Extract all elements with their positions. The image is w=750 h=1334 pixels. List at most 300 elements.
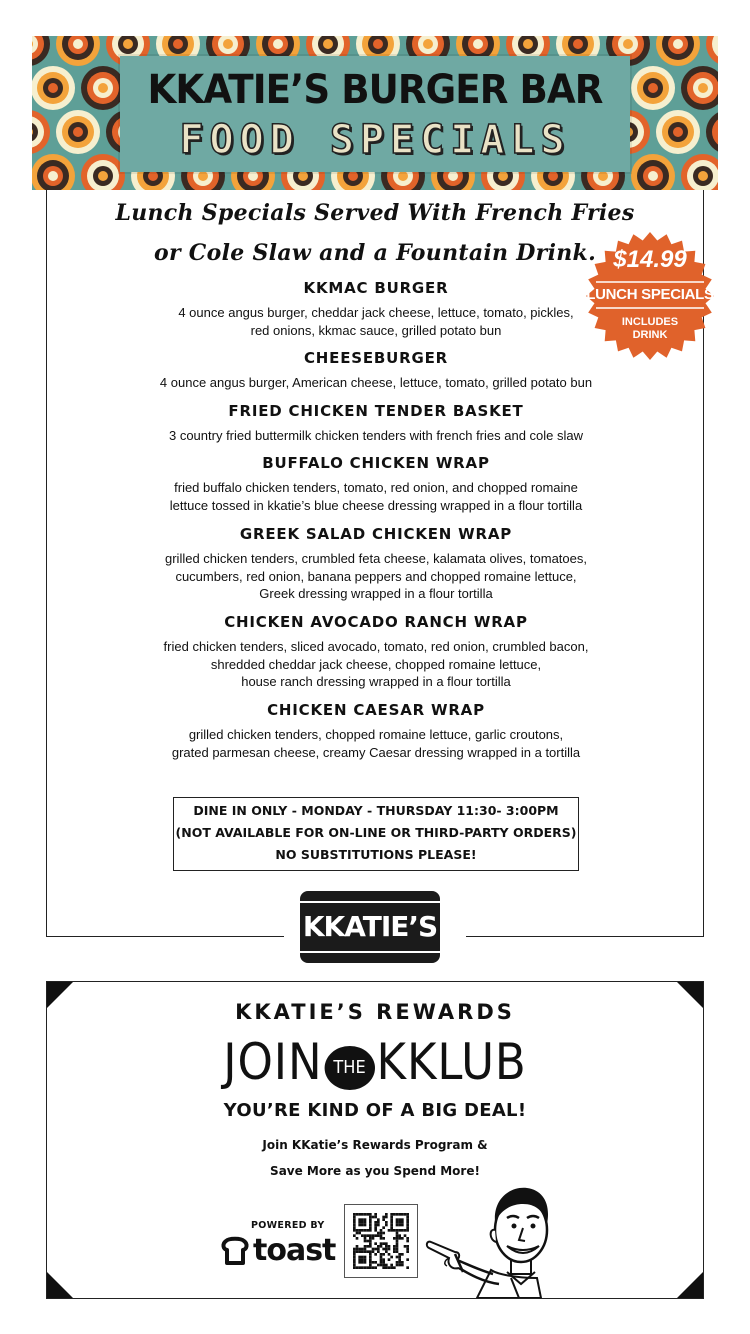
qr-module xyxy=(353,1213,356,1216)
qr-module xyxy=(372,1248,375,1251)
description-line: 4 ounce angus burger, cheddar jack cheese, lettuce, tomato, pickles, xyxy=(178,305,574,320)
qr-module xyxy=(364,1258,367,1261)
qr-module xyxy=(353,1261,356,1264)
menu-item-name: FRIED CHICKEN TENDER BASKET xyxy=(228,402,524,420)
qr-module xyxy=(361,1256,364,1259)
qr-module xyxy=(393,1213,396,1216)
qr-code[interactable] xyxy=(344,1204,418,1278)
menu-item-description xyxy=(47,374,705,392)
qr-module xyxy=(369,1256,372,1259)
qr-module xyxy=(396,1213,399,1216)
badge-label: LUNCH SPECIALS xyxy=(586,286,714,303)
pattern-circle xyxy=(173,39,183,49)
qr-module xyxy=(364,1240,367,1243)
qr-module xyxy=(377,1245,380,1248)
description-line: 4 ounce angus burger, American cheese, lettuce, tomato, grilled potato bun xyxy=(159,375,593,390)
description-line: grilled chicken tenders, chopped romaine lettuce, garlic croutons, xyxy=(188,727,564,742)
tagline-line-2: or Cole Slaw and a Fountain Drink. xyxy=(153,240,597,266)
qr-module xyxy=(377,1248,380,1251)
qr-module xyxy=(406,1226,409,1229)
restaurant-title: KKATIE’S BURGER BAR xyxy=(147,67,603,113)
qr-module xyxy=(364,1224,367,1227)
qr-module xyxy=(401,1264,404,1267)
qr-module xyxy=(369,1266,372,1269)
qr-module xyxy=(406,1229,409,1232)
qr-module xyxy=(374,1234,377,1237)
pattern-circle xyxy=(148,171,158,181)
qr-module xyxy=(406,1224,409,1227)
qr-module xyxy=(356,1248,359,1251)
menu-card xyxy=(46,190,714,937)
menu-item xyxy=(47,278,705,339)
qr-module xyxy=(396,1256,399,1259)
qr-module xyxy=(364,1256,367,1259)
powered-by-label: POWERED BY xyxy=(251,1220,325,1231)
pattern-circle xyxy=(648,171,658,181)
qr-module xyxy=(353,1256,356,1259)
menu-item xyxy=(47,612,705,691)
qr-module xyxy=(396,1242,399,1245)
qr-module xyxy=(369,1242,372,1245)
qr-module xyxy=(390,1264,393,1267)
qr-module xyxy=(406,1237,409,1240)
kkaties-logo xyxy=(300,891,440,963)
qr-module xyxy=(356,1266,359,1269)
qr-module xyxy=(398,1253,401,1256)
join-the-kklub-heading xyxy=(80,1034,670,1090)
qr-module xyxy=(390,1218,393,1221)
qr-module xyxy=(356,1237,359,1240)
qr-module xyxy=(398,1237,401,1240)
qr-module xyxy=(372,1237,375,1240)
qr-module xyxy=(358,1266,361,1269)
qr-module xyxy=(401,1218,404,1221)
qr-module xyxy=(393,1237,396,1240)
qr-module xyxy=(369,1218,372,1221)
qr-module xyxy=(396,1221,399,1224)
menu-item-description xyxy=(47,638,705,691)
qr-module xyxy=(396,1224,399,1227)
pattern-circle xyxy=(223,39,233,49)
qr-module xyxy=(369,1250,372,1253)
qr-module xyxy=(361,1266,364,1269)
pattern-circle xyxy=(498,171,508,181)
qr-module xyxy=(369,1213,372,1216)
qr-module xyxy=(374,1261,377,1264)
qr-module xyxy=(398,1234,401,1237)
qr-module xyxy=(390,1266,393,1269)
food-specials-heading: FOOD SPECIALS xyxy=(179,117,571,163)
description-line: fried chicken tenders, sliced avocado, tomato, red onion, crumbled bacon, xyxy=(163,639,589,654)
pattern-circle xyxy=(673,39,683,49)
qr-module xyxy=(377,1218,380,1221)
corner-decoration xyxy=(47,1272,73,1298)
qr-module xyxy=(401,1237,404,1240)
qr-module xyxy=(406,1245,409,1248)
description-line: cucumbers, red onion, banana peppers and chopped romaine lettuce, xyxy=(175,568,577,584)
qr-module xyxy=(382,1261,385,1264)
pattern-circle xyxy=(273,39,283,49)
qr-module xyxy=(377,1264,380,1267)
qr-module xyxy=(361,1234,364,1237)
qr-module xyxy=(366,1229,369,1232)
menu-item-name: CHICKEN AVOCADO RANCH WRAP xyxy=(224,613,528,631)
qr-module xyxy=(396,1232,399,1235)
qr-module xyxy=(353,1224,356,1227)
qr-module xyxy=(353,1253,356,1256)
pattern-circle xyxy=(598,171,608,181)
pattern-circle xyxy=(248,171,258,181)
badge-note-line-2: DRINK xyxy=(632,329,668,341)
qr-module xyxy=(396,1250,399,1253)
badge-price: $14.99 xyxy=(613,246,687,273)
qr-module xyxy=(380,1237,383,1240)
dine-in-notice xyxy=(173,797,579,871)
menu-item-description xyxy=(47,427,705,445)
pattern-circle xyxy=(48,83,58,93)
qr-module xyxy=(364,1234,367,1237)
qr-module xyxy=(353,1234,356,1237)
qr-module xyxy=(361,1221,364,1224)
qr-module xyxy=(364,1248,367,1251)
qr-module xyxy=(380,1256,383,1259)
qr-module xyxy=(401,1261,404,1264)
qr-module xyxy=(390,1229,393,1232)
qr-module xyxy=(353,1258,356,1261)
qr-module xyxy=(396,1248,399,1251)
qr-module xyxy=(382,1248,385,1251)
qr-module xyxy=(377,1224,380,1227)
qr-module xyxy=(406,1216,409,1219)
pattern-circle xyxy=(98,171,108,181)
menu-item xyxy=(47,348,705,392)
qr-module xyxy=(385,1216,388,1219)
qr-module xyxy=(361,1258,364,1261)
qr-module xyxy=(388,1266,391,1269)
qr-module xyxy=(369,1221,372,1224)
notice-line-1: DINE IN ONLY - MONDAY - THURSDAY 11:30- 3:00PM xyxy=(193,803,559,818)
corner-decoration xyxy=(677,1272,703,1298)
qr-module xyxy=(382,1226,385,1229)
qr-module xyxy=(385,1245,388,1248)
menu-item-name: BUFFALO CHICKEN WRAP xyxy=(262,454,490,472)
qr-module xyxy=(374,1242,377,1245)
qr-module xyxy=(361,1250,364,1253)
qr-module xyxy=(393,1248,396,1251)
qr-module xyxy=(358,1261,361,1264)
qr-module xyxy=(406,1250,409,1253)
qr-module xyxy=(358,1221,361,1224)
qr-module xyxy=(369,1245,372,1248)
qr-module xyxy=(358,1213,361,1216)
qr-module xyxy=(374,1253,377,1256)
qr-module xyxy=(390,1216,393,1219)
qr-module xyxy=(404,1245,407,1248)
qr-module xyxy=(393,1250,396,1253)
qr-module xyxy=(398,1224,401,1227)
qr-module xyxy=(385,1213,388,1216)
rewards-line-1: Join KKatie’s Rewards Program & xyxy=(262,1138,488,1152)
qr-module xyxy=(369,1240,372,1243)
qr-module xyxy=(404,1229,407,1232)
qr-module xyxy=(401,1229,404,1232)
qr-module xyxy=(382,1258,385,1261)
qr-module xyxy=(364,1245,367,1248)
title-box xyxy=(120,56,630,172)
qr-module xyxy=(369,1237,372,1240)
pattern-circle xyxy=(423,39,433,49)
qr-module xyxy=(364,1266,367,1269)
pattern-circle xyxy=(98,83,108,93)
qr-module xyxy=(382,1264,385,1267)
qr-module xyxy=(374,1221,377,1224)
qr-module xyxy=(372,1261,375,1264)
qr-module xyxy=(380,1261,383,1264)
menu-item-description xyxy=(47,479,705,514)
description-line: Greek dressing wrapped in a flour tortilla xyxy=(259,586,493,601)
qr-module xyxy=(353,1264,356,1267)
qr-module xyxy=(369,1258,372,1261)
menu-item xyxy=(47,524,705,603)
qr-module xyxy=(404,1234,407,1237)
qr-module xyxy=(369,1226,372,1229)
menu-item-description xyxy=(47,304,705,339)
header-banner xyxy=(32,36,718,190)
qr-module xyxy=(398,1218,401,1221)
qr-module xyxy=(369,1253,372,1256)
qr-module xyxy=(372,1216,375,1219)
rewards-line-2: Save More as you Spend More! xyxy=(270,1164,480,1178)
qr-module xyxy=(380,1253,383,1256)
qr-module xyxy=(358,1256,361,1259)
qr-module xyxy=(401,1253,404,1256)
pattern-circle xyxy=(48,171,58,181)
qr-module xyxy=(353,1216,356,1219)
qr-module xyxy=(364,1261,367,1264)
kklub-text: KKLUB xyxy=(376,1033,527,1091)
description-line: lettuce tossed in kkatie’s blue cheese dressing wrapped in a flour tortilla xyxy=(169,497,583,513)
qr-module xyxy=(364,1237,367,1240)
pattern-circle xyxy=(523,39,533,49)
qr-module xyxy=(382,1242,385,1245)
qr-module xyxy=(406,1248,409,1251)
qr-module xyxy=(396,1264,399,1267)
qr-module xyxy=(361,1224,364,1227)
qr-module xyxy=(401,1224,404,1227)
qr-module xyxy=(364,1213,367,1216)
qr-module xyxy=(406,1218,409,1221)
qr-module xyxy=(364,1229,367,1232)
qr-module xyxy=(377,1250,380,1253)
qr-module xyxy=(398,1229,401,1232)
qr-module xyxy=(401,1213,404,1216)
qr-module xyxy=(366,1266,369,1269)
description-line: house ranch dressing wrapped in a flour tortilla xyxy=(241,674,511,689)
qr-module xyxy=(369,1264,372,1267)
retro-pointing-man-illustration xyxy=(419,1174,579,1298)
qr-module xyxy=(388,1229,391,1232)
qr-module xyxy=(385,1264,388,1267)
qr-module xyxy=(372,1234,375,1237)
qr-module xyxy=(374,1248,377,1251)
qr-module xyxy=(356,1213,359,1216)
description-line: red onions, kkmac sauce, grilled potato bun xyxy=(250,322,502,338)
qr-module xyxy=(382,1218,385,1221)
pattern-circle xyxy=(573,39,583,49)
qr-module xyxy=(396,1218,399,1221)
qr-module xyxy=(377,1221,380,1224)
qr-module xyxy=(369,1229,372,1232)
qr-module xyxy=(374,1226,377,1229)
qr-module xyxy=(396,1237,399,1240)
pattern-circle xyxy=(123,39,133,49)
qr-module xyxy=(353,1250,356,1253)
qr-module xyxy=(398,1221,401,1224)
qr-module xyxy=(393,1229,396,1232)
toast-bread-icon xyxy=(220,1236,250,1266)
qr-module xyxy=(374,1229,377,1232)
qr-module xyxy=(372,1266,375,1269)
pattern-circle xyxy=(698,171,708,181)
qr-module xyxy=(388,1258,391,1261)
menu-item-name: CHICKEN CAESAR WRAP xyxy=(267,701,485,719)
qr-module xyxy=(390,1221,393,1224)
qr-module xyxy=(366,1245,369,1248)
pattern-circle xyxy=(448,171,458,181)
qr-module xyxy=(353,1218,356,1221)
qr-module xyxy=(366,1250,369,1253)
menu-item-description xyxy=(47,726,705,761)
qr-module xyxy=(401,1221,404,1224)
qr-module xyxy=(398,1264,401,1267)
pattern-circle xyxy=(648,83,658,93)
qr-module xyxy=(406,1213,409,1216)
qr-module xyxy=(385,1242,388,1245)
qr-module xyxy=(377,1234,380,1237)
qr-module xyxy=(364,1221,367,1224)
pattern-circle xyxy=(623,39,633,49)
qr-module xyxy=(366,1213,369,1216)
qr-module xyxy=(374,1266,377,1269)
qr-module xyxy=(353,1221,356,1224)
qr-module xyxy=(388,1245,391,1248)
qr-module xyxy=(380,1264,383,1267)
pattern-circle xyxy=(298,171,308,181)
qr-module xyxy=(404,1213,407,1216)
qr-module xyxy=(358,1229,361,1232)
pattern-circle xyxy=(323,39,333,49)
qr-module xyxy=(380,1245,383,1248)
pattern-circle xyxy=(473,39,483,49)
menu-item-description xyxy=(47,550,705,603)
pattern-circle xyxy=(73,127,83,137)
qr-module xyxy=(382,1232,385,1235)
qr-module xyxy=(385,1224,388,1227)
qr-module xyxy=(390,1213,393,1216)
qr-module xyxy=(380,1234,383,1237)
pattern-circle xyxy=(373,39,383,49)
qr-module xyxy=(358,1224,361,1227)
toast-logo xyxy=(220,1234,335,1268)
qr-module xyxy=(372,1250,375,1253)
qr-module xyxy=(390,1256,393,1259)
qr-module xyxy=(361,1261,364,1264)
pattern-circle xyxy=(398,171,408,181)
the-circle: THE xyxy=(324,1046,374,1090)
menu-item xyxy=(47,453,705,514)
qr-module xyxy=(361,1218,364,1221)
description-line: shredded cheddar jack cheese, chopped romaine lettuce, xyxy=(210,656,542,672)
menu-item-name: KKMAC BURGER xyxy=(303,279,449,297)
description-line: grated parmesan cheese, creamy Caesar dressing wrapped in a tortilla xyxy=(171,744,581,760)
qr-module xyxy=(374,1213,377,1216)
notice-line-2: (NOT AVAILABLE FOR ON-LINE OR THIRD-PARTY ORDERS) xyxy=(175,825,577,840)
qr-module xyxy=(388,1253,391,1256)
qr-module xyxy=(396,1261,399,1264)
qr-module xyxy=(374,1216,377,1219)
big-deal-text: YOU’RE KIND OF A BIG DEAL! xyxy=(223,1100,527,1121)
qr-module xyxy=(393,1266,396,1269)
qr-module xyxy=(358,1232,361,1235)
qr-module xyxy=(398,1256,401,1259)
qr-module xyxy=(353,1266,356,1269)
qr-module xyxy=(406,1240,409,1243)
qr-module xyxy=(358,1250,361,1253)
menu-item xyxy=(47,401,705,445)
menu-item-name: GREEK SALAD CHICKEN WRAP xyxy=(239,525,513,543)
qr-module xyxy=(382,1253,385,1256)
qr-module xyxy=(377,1232,380,1235)
qr-module xyxy=(369,1234,372,1237)
qr-module xyxy=(398,1213,401,1216)
qr-module xyxy=(353,1226,356,1229)
description-line: grilled chicken tenders, crumbled feta cheese, kalamata olives, tomatoes, xyxy=(165,551,587,566)
menu-item xyxy=(47,700,705,761)
qr-module xyxy=(364,1218,367,1221)
qr-module xyxy=(364,1250,367,1253)
qr-module xyxy=(393,1245,396,1248)
badge-note-line-1: INCLUDES xyxy=(621,316,679,328)
logo-text: KKATIE’S xyxy=(300,901,440,953)
qr-module xyxy=(353,1229,356,1232)
qr-module xyxy=(374,1224,377,1227)
description-line: 3 country fried buttermilk chicken tenders with french fries and cole slaw xyxy=(168,428,584,443)
qr-module xyxy=(382,1237,385,1240)
pattern-circle xyxy=(198,171,208,181)
qr-module xyxy=(369,1261,372,1264)
pattern-circle xyxy=(348,171,358,181)
tagline-line-1: Lunch Specials Served With French Fries xyxy=(115,200,635,226)
qr-module xyxy=(358,1258,361,1261)
pattern-circle xyxy=(548,171,558,181)
pattern-circle xyxy=(73,39,83,49)
qr-module xyxy=(369,1224,372,1227)
qr-module xyxy=(361,1213,364,1216)
qr-module xyxy=(396,1245,399,1248)
qr-module xyxy=(380,1242,383,1245)
notice-line-3: NO SUBSTITUTIONS PLEASE! xyxy=(275,847,477,862)
qr-module xyxy=(369,1216,372,1219)
qr-module xyxy=(382,1216,385,1219)
qr-module xyxy=(385,1266,388,1269)
qr-module xyxy=(356,1232,359,1235)
qr-module xyxy=(356,1245,359,1248)
qr-module xyxy=(380,1229,383,1232)
qr-module xyxy=(406,1258,409,1261)
qr-module xyxy=(406,1266,409,1269)
description-line: fried buffalo chicken tenders, tomato, red onion, and chopped romaine xyxy=(174,480,578,495)
rewards-title: KKATIE’S REWARDS xyxy=(235,1000,515,1024)
